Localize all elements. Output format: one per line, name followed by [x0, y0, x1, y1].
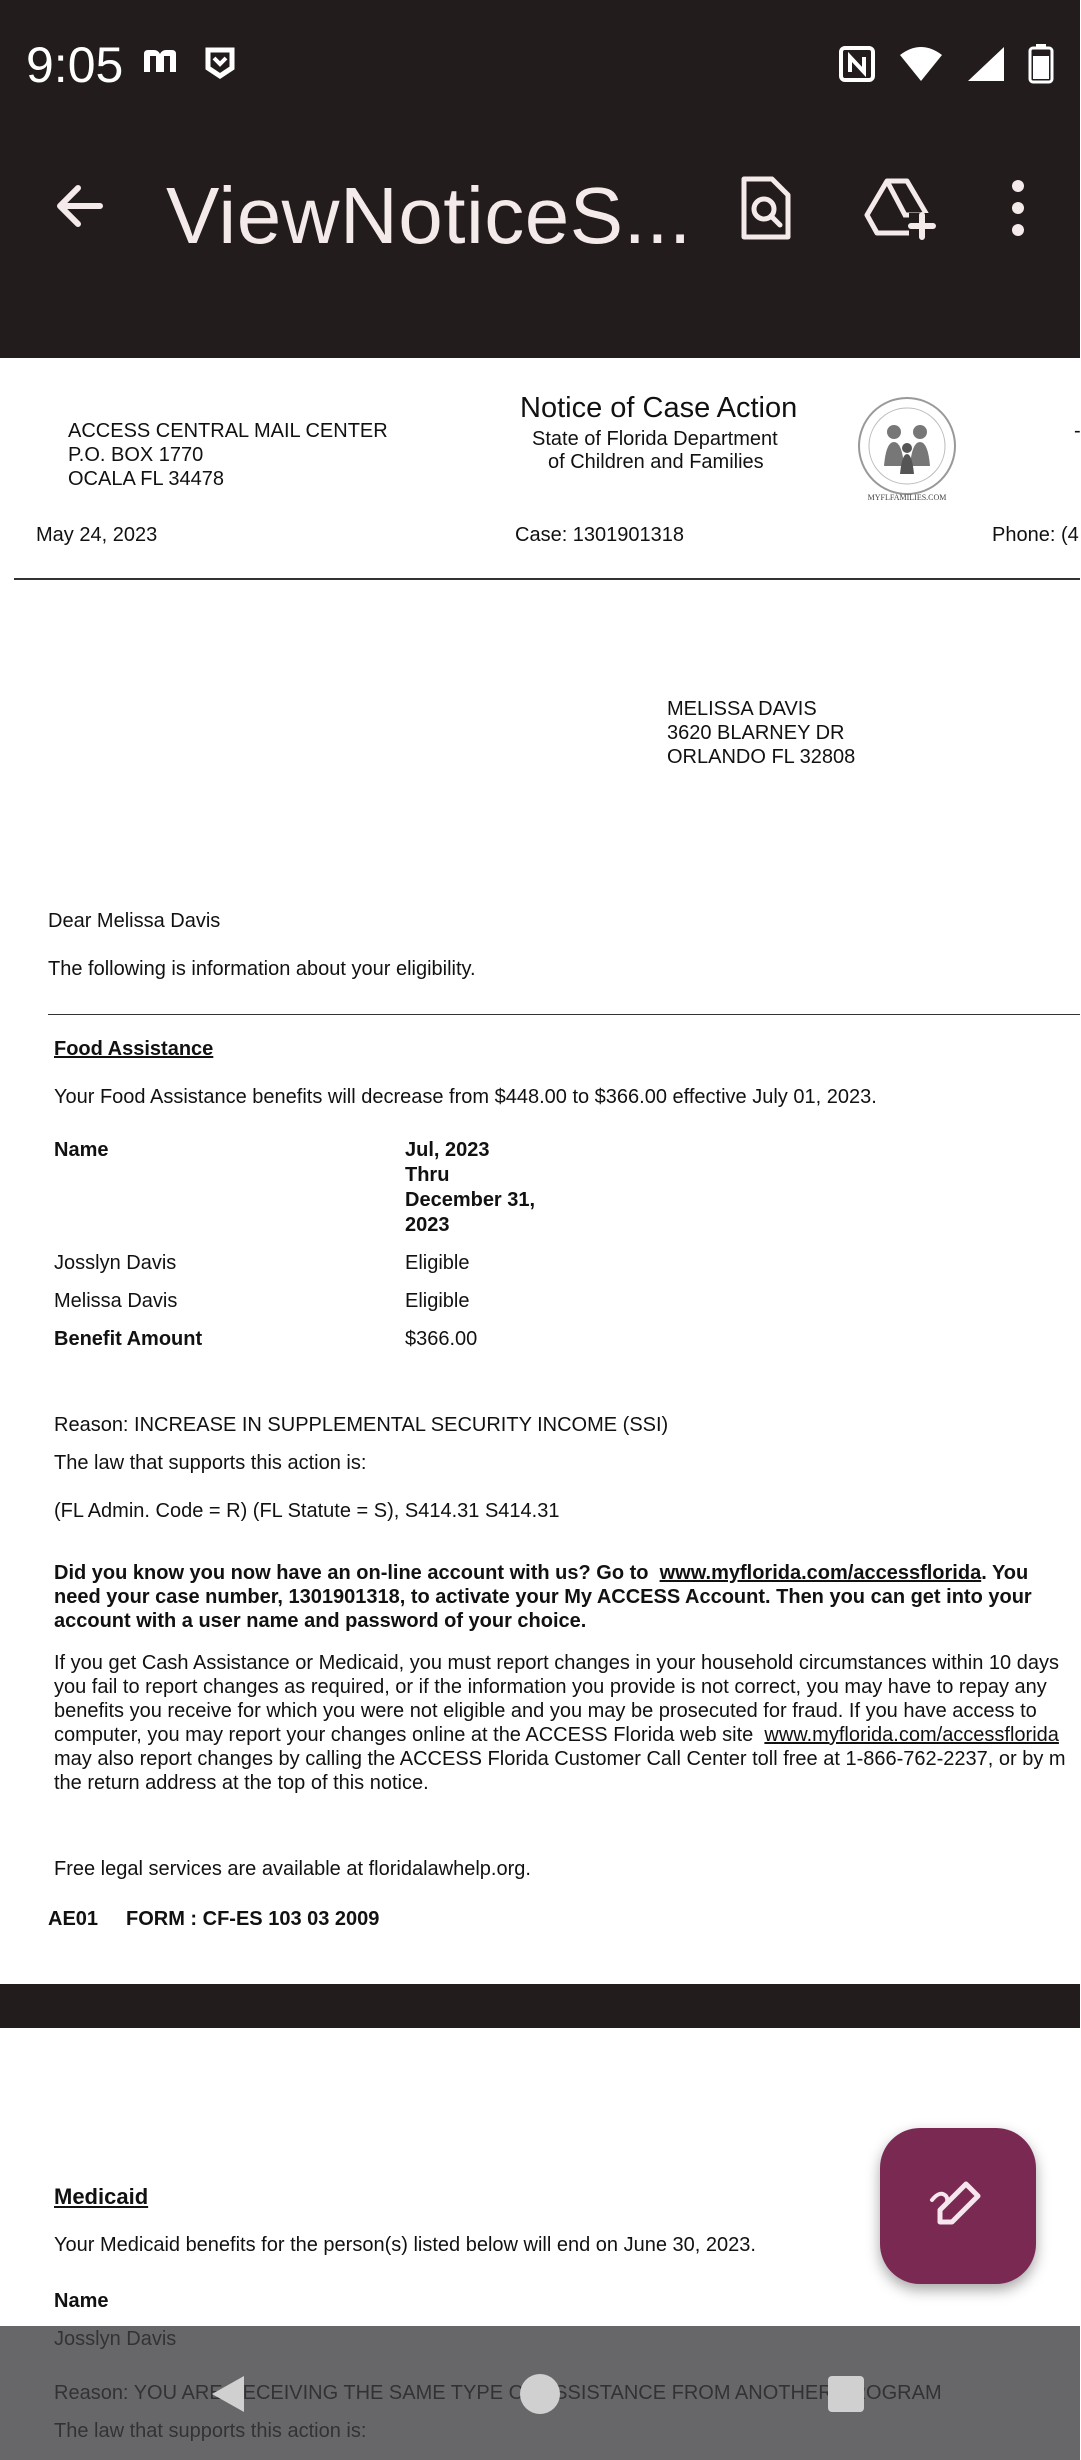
online-account-text: need your case number, 1301901318, to activate your My ACCESS Account. Then you can get into your [54, 1586, 1032, 1608]
edit-fab-button[interactable] [880, 2128, 1036, 2284]
more-options-icon[interactable] [978, 168, 1058, 248]
page-edge-mark: - [1074, 420, 1081, 442]
member-name: Melissa Davis [54, 1290, 178, 1312]
changes-text: you fail to report changes as required, or if the information you provide is not correct, you may have to repay any [54, 1676, 1047, 1698]
food-reason: Reason: INCREASE IN SUPPLEMENTAL SECURITY INCOME (SSI) [54, 1414, 669, 1436]
notice-date: May 24, 2023 [36, 524, 158, 546]
back-arrow-icon[interactable] [48, 174, 112, 238]
member-status: Eligible [405, 1290, 470, 1312]
greeting: Dear Melissa Davis [48, 910, 221, 932]
recipient-address-line: MELISSA DAVIS [667, 698, 817, 720]
law-label: The law that supports this action is: [54, 1452, 367, 1474]
legal-services-text: Free legal services are available at floridalawhelp.org. [54, 1858, 531, 1880]
form-code: AE01 [48, 1908, 99, 1930]
add-to-drive-icon[interactable] [860, 168, 940, 248]
signal-icon [966, 45, 1006, 88]
period-header-line: Jul, 2023 [405, 1139, 490, 1161]
changes-text: If you get Cash Assistance or Medicaid, you must report changes in your household circumstances within 10 days [54, 1652, 1059, 1674]
section-divider [48, 1014, 1080, 1015]
form-id: FORM : CF-ES 103 03 2009 [126, 1908, 380, 1930]
app-bar [0, 140, 1080, 358]
law-citation: (FL Admin. Code = R) (FL Statute = S), S414.31 S414.31 [54, 1500, 560, 1522]
benefit-amount-label: Benefit Amount [54, 1328, 203, 1350]
name-column-header: Name [54, 2290, 109, 2312]
intro-text: The following is information about your eligibility. [48, 958, 476, 980]
period-header-line: December 31, [405, 1189, 536, 1211]
changes-text: may also report changes by calling the ACCESS Florida Customer Call Center toll free at 1-866-762-2237, or by m [54, 1748, 1066, 1770]
document-page-1 [0, 358, 1080, 1984]
shield-app-icon [200, 42, 240, 82]
changes-text: benefits you receive for which you were not eligible and you may be prosecuted for fraud. If you have access to [54, 1700, 1037, 1722]
status-time: 9:05 [26, 37, 124, 93]
phone-number: Phone: (4 [992, 524, 1079, 546]
case-number: Case: 1301901318 [515, 524, 685, 546]
recipient-address-line: 3620 BLARNEY DR [667, 722, 845, 744]
sender-address-line: P.O. BOX 1770 [68, 444, 204, 466]
home-nav-icon[interactable] [518, 2372, 562, 2421]
page-separator [0, 1984, 1080, 2028]
recipient-address-line: ORLANDO FL 32808 [667, 746, 856, 768]
online-text-end: . You [981, 1562, 1029, 1584]
changes-text [54, 1724, 1059, 1747]
changes-text: the return address at the top of this notice. [54, 1772, 429, 1794]
medicaid-summary: Your Medicaid benefits for the person(s) listed below will end on June 30, 2023. [54, 2234, 756, 2256]
food-summary: Your Food Assistance benefits will decrease from $448.00 to $366.00 effective July 01, 2023. [54, 1086, 877, 1108]
online-account-text: account with a user name and password of your choice. [54, 1610, 587, 1632]
recents-nav-icon[interactable] [826, 2374, 866, 2419]
period-header-line: Thru [405, 1164, 450, 1186]
sender-address-line: OCALA FL 34478 [68, 468, 225, 490]
status-icons [838, 44, 1054, 88]
access-florida-link[interactable]: www.myflorida.com/accessflorida [659, 1562, 982, 1584]
find-in-document-icon[interactable] [726, 168, 806, 248]
battery-icon [1028, 44, 1054, 89]
nfc-icon [838, 45, 876, 88]
sender-address-line: ACCESS CENTRAL MAIL CENTER [68, 420, 388, 442]
back-nav-icon[interactable] [206, 2372, 250, 2421]
benefit-amount-value: $366.00 [405, 1328, 478, 1350]
access-florida-link[interactable]: www.myflorida.com/accessflorida [764, 1724, 1059, 1746]
app-title: ViewNoticeS... [166, 171, 692, 260]
m-app-icon [140, 42, 180, 82]
food-assistance-heading: Food Assistance [54, 1038, 214, 1060]
online-text-start: Did you know you now have an on-line account with us? Go to [54, 1562, 649, 1584]
edit-pen-icon [926, 2172, 990, 2241]
member-status: Eligible [405, 1252, 470, 1274]
svg-text:MYFLFAMILIES.COM: MYFLFAMILIES.COM [867, 493, 947, 502]
navigation-bar [0, 2326, 1080, 2460]
period-header-line: 2023 [405, 1214, 450, 1236]
agency-seal-logo [852, 394, 962, 504]
agency-line: of Children and Families [548, 451, 764, 473]
notice-title: Notice of Case Action [520, 392, 798, 424]
wifi-icon [898, 45, 944, 88]
header-divider [14, 578, 1080, 580]
member-name: Josslyn Davis [54, 1252, 177, 1274]
changes-text-start: computer, you may report your changes online at the ACCESS Florida web site [54, 1724, 754, 1746]
medicaid-heading: Medicaid [54, 2184, 149, 2209]
online-account-text [54, 1562, 1028, 1585]
agency-line: State of Florida Department [532, 428, 778, 450]
status-bar [0, 0, 1080, 140]
name-column-header: Name [54, 1139, 109, 1161]
